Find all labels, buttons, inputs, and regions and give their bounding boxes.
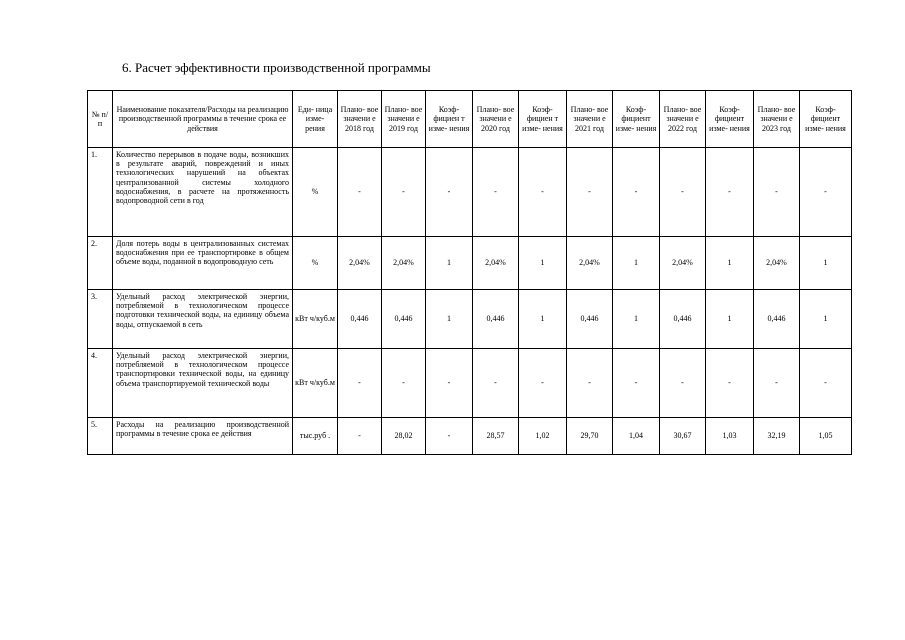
indicator-name: Расходы на реализацию производственной программы в течение срока ее действия bbox=[113, 418, 293, 455]
value-cell: - bbox=[382, 148, 426, 237]
header-cell: № п/ п bbox=[88, 91, 113, 148]
value-cell: 1 bbox=[519, 237, 567, 290]
value-cell: 1,04 bbox=[613, 418, 660, 455]
value-cell: 1,02 bbox=[519, 418, 567, 455]
value-cell: - bbox=[519, 349, 567, 418]
value-cell: - bbox=[426, 418, 473, 455]
indicator-name: Доля потерь воды в централизованных системах водоснабжения при ее транспортировке в общем объеме воды, поданной в водопроводную сеть bbox=[113, 237, 293, 290]
row-number: 4. bbox=[88, 349, 113, 418]
value-cell: - bbox=[706, 349, 754, 418]
value-cell: 1 bbox=[613, 290, 660, 349]
value-cell: 28,57 bbox=[473, 418, 519, 455]
value-cell: 1 bbox=[613, 237, 660, 290]
value-cell: - bbox=[338, 349, 382, 418]
value-cell: 1 bbox=[426, 237, 473, 290]
section-heading: 6. Расчет эффективности производственной программы bbox=[122, 60, 431, 75]
value-cell: 28,02 bbox=[382, 418, 426, 455]
value-cell: 1 bbox=[519, 290, 567, 349]
header-cell: Плано- вое значени е 2022 год bbox=[660, 91, 706, 148]
header-cell: Плано- вое значени е 2023 год bbox=[754, 91, 800, 148]
value-cell: 1 bbox=[706, 290, 754, 349]
unit-cell: тыс.руб . bbox=[293, 418, 338, 455]
table-row bbox=[88, 148, 852, 237]
indicator-name: Удельный расход электрической энергии, потребляемой в технологическом процессе подготовки технической воды, на единицу объема воды, отпускаемой в сеть bbox=[113, 290, 293, 349]
value-cell: 0,446 bbox=[754, 290, 800, 349]
value-cell: 29,70 bbox=[567, 418, 613, 455]
value-cell: - bbox=[613, 148, 660, 237]
value-cell: 1,03 bbox=[706, 418, 754, 455]
value-cell: - bbox=[338, 418, 382, 455]
header-cell: Коэф- фициен т изме- нения bbox=[519, 91, 567, 148]
value-cell: - bbox=[473, 148, 519, 237]
indicator-name: Количество перерывов в подаче воды, возникших в результате аварий, повреждений и иных технологических нарушений на объектах централизованной системы холодного водоснабжения, в расчете на протяженность водопроводной сети в год bbox=[113, 148, 293, 237]
value-cell: 2,04% bbox=[567, 237, 613, 290]
value-cell: 1 bbox=[426, 290, 473, 349]
header-cell: Плано- вое значени е 2021 год bbox=[567, 91, 613, 148]
table-row bbox=[88, 290, 852, 349]
value-cell: 1 bbox=[706, 237, 754, 290]
unit-cell: кВт ч/куб.м bbox=[293, 290, 338, 349]
header-cell: Коэф- фициент изме- нения bbox=[706, 91, 754, 148]
value-cell: - bbox=[660, 349, 706, 418]
row-number: 2. bbox=[88, 237, 113, 290]
value-cell: 2,04% bbox=[754, 237, 800, 290]
table-row bbox=[88, 418, 852, 455]
value-cell: - bbox=[754, 148, 800, 237]
header-cell: Коэф- фициен т изме- нения bbox=[426, 91, 473, 148]
value-cell: 32,19 bbox=[754, 418, 800, 455]
value-cell: 2,04% bbox=[473, 237, 519, 290]
value-cell: 0,446 bbox=[382, 290, 426, 349]
header-cell: Наименование показателя/Расходы на реализацию производственной программы в течение срока ее действия bbox=[113, 91, 293, 148]
efficiency-table bbox=[87, 90, 852, 455]
value-cell: - bbox=[473, 349, 519, 418]
header-cell: Еди- ница изме- рения bbox=[293, 91, 338, 148]
value-cell: - bbox=[338, 148, 382, 237]
value-cell: 0,446 bbox=[338, 290, 382, 349]
value-cell: 1 bbox=[800, 237, 852, 290]
value-cell: 0,446 bbox=[660, 290, 706, 349]
row-number: 5. bbox=[88, 418, 113, 455]
header-cell: Коэф- фициент изме- нения bbox=[800, 91, 852, 148]
header-cell: Плано- вое значени е 2018 год bbox=[338, 91, 382, 148]
value-cell: 1,05 bbox=[800, 418, 852, 455]
row-number: 1. bbox=[88, 148, 113, 237]
value-cell: - bbox=[382, 349, 426, 418]
value-cell: - bbox=[613, 349, 660, 418]
table-row bbox=[88, 349, 852, 418]
header-cell: Плано- вое значени е 2019 год bbox=[382, 91, 426, 148]
value-cell: - bbox=[800, 148, 852, 237]
row-number: 3. bbox=[88, 290, 113, 349]
value-cell: - bbox=[660, 148, 706, 237]
value-cell: - bbox=[519, 148, 567, 237]
unit-cell: % bbox=[293, 148, 338, 237]
table-header-row bbox=[88, 91, 852, 148]
value-cell: 2,04% bbox=[338, 237, 382, 290]
value-cell: - bbox=[567, 148, 613, 237]
header-cell: Коэф- фициент изме- нения bbox=[613, 91, 660, 148]
value-cell: 30,67 bbox=[660, 418, 706, 455]
indicator-name: Удельный расход электрической энергии, потребляемой в технологическом процессе транспортировки технической воды, на единицу объема транспортируемой технической воды bbox=[113, 349, 293, 418]
value-cell: - bbox=[706, 148, 754, 237]
value-cell: - bbox=[754, 349, 800, 418]
value-cell: 2,04% bbox=[382, 237, 426, 290]
table-row bbox=[88, 237, 852, 290]
value-cell: 1 bbox=[800, 290, 852, 349]
value-cell: 0,446 bbox=[567, 290, 613, 349]
unit-cell: % bbox=[293, 237, 338, 290]
value-cell: - bbox=[426, 349, 473, 418]
value-cell: 0,446 bbox=[473, 290, 519, 349]
unit-cell: кВт ч/куб.м bbox=[293, 349, 338, 418]
value-cell: - bbox=[567, 349, 613, 418]
header-cell: Плано- вое значени е 2020 год bbox=[473, 91, 519, 148]
value-cell: 2,04% bbox=[660, 237, 706, 290]
value-cell: - bbox=[426, 148, 473, 237]
value-cell: - bbox=[800, 349, 852, 418]
